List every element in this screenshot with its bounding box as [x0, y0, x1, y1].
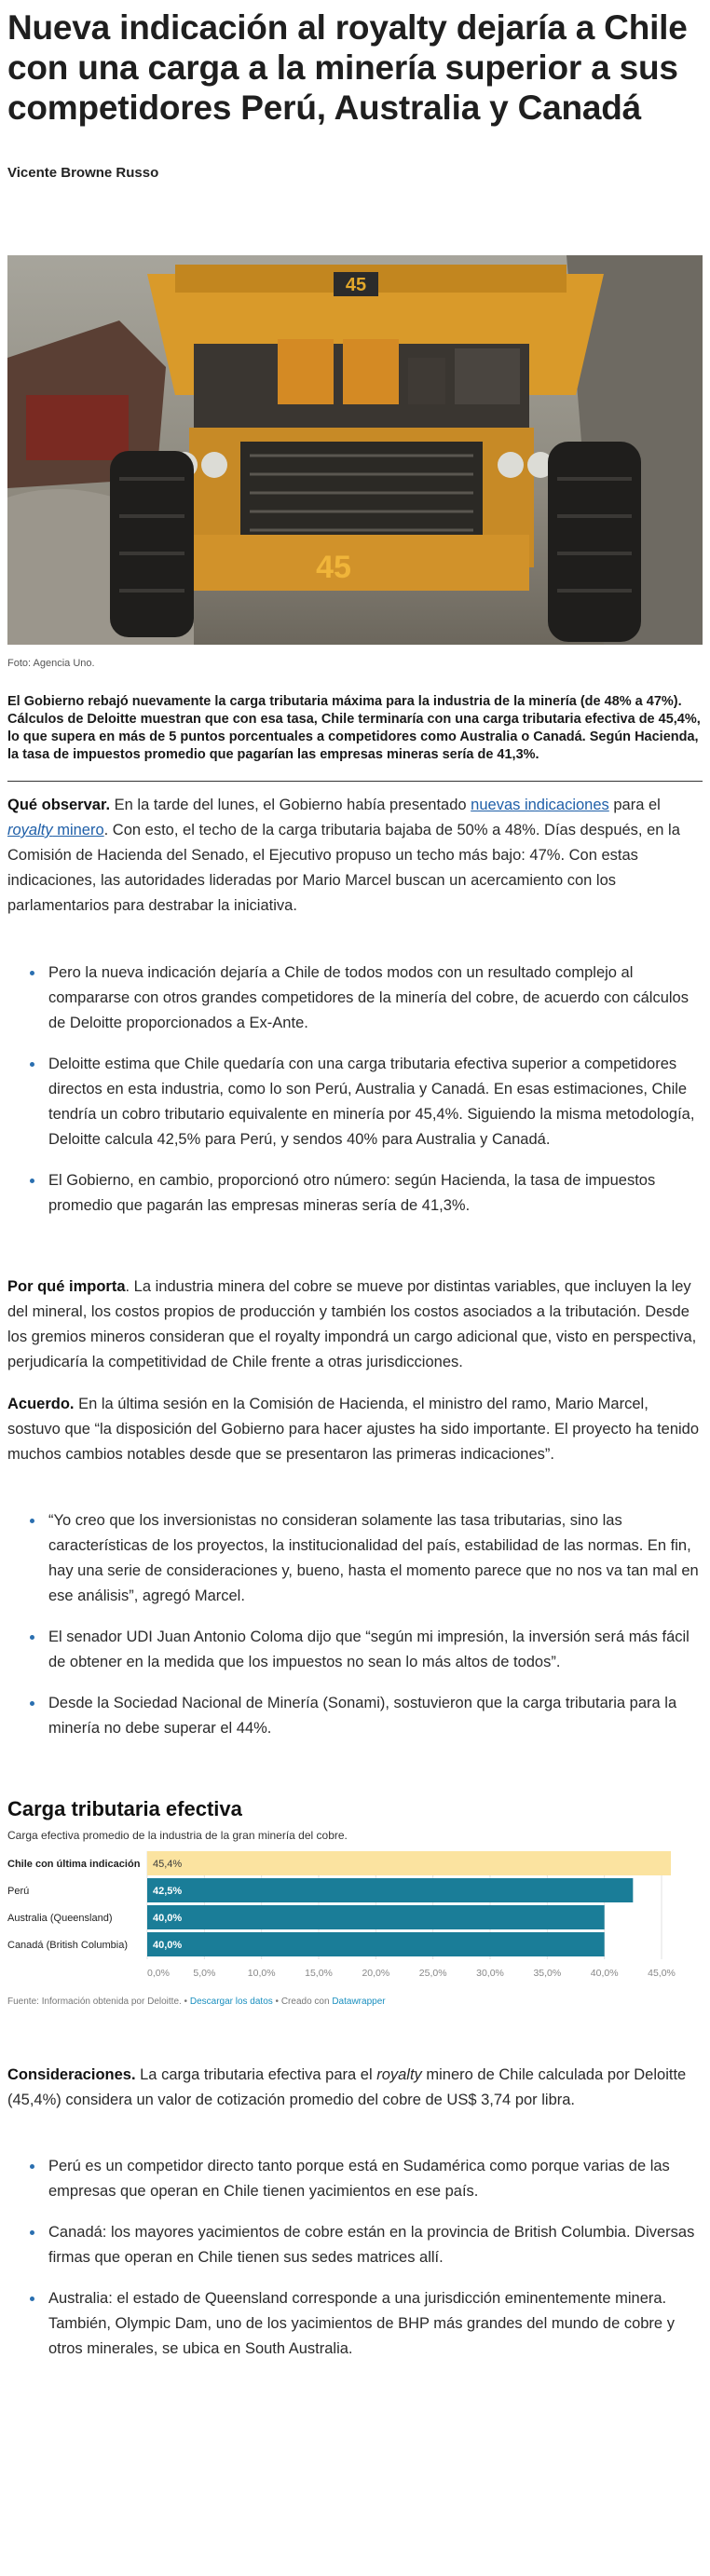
chart-source: Fuente: Información obtenida por Deloitte. •	[7, 1997, 190, 2007]
text-que-observar-2: para el	[608, 797, 661, 813]
bullet-list-2	[7, 1508, 703, 1741]
truck-number-front: 45	[316, 550, 351, 585]
bar	[147, 1932, 605, 1956]
link-nuevas-indicaciones[interactable]: nuevas indicaciones	[471, 797, 609, 813]
list-item: Pero la nueva indicación dejaría a Chile de todos modos con un resultado complejo al compararse con otros grandes competidores de la minería del cobre, de acuerdo con cálculos de Deloitte proporcionados a Ex-Ante.	[30, 961, 703, 1036]
value-label: 42,5%	[153, 1886, 183, 1897]
chart-container	[7, 1797, 703, 2007]
bar-chart	[7, 1849, 676, 1991]
text-consideraciones-2: minero de Chile calculada por Deloitte (45,4%) considera un valor de cotización promedio del cobre de US$ 3,74 por libra.	[7, 2066, 687, 2108]
list-item: “Yo creo que los inversionistas no consideran solamente las tasa tributarias, sino las características de los proyectos, la institucionalidad del país, estabilidad de las normas. En fin, hay una serie de consideraciones y, bueno, hasta el momento parece que no nos va tan mal en ese análisis”, agregó Marcel.	[30, 1508, 703, 1609]
bar	[147, 1851, 671, 1875]
paragraph-consideraciones	[7, 2063, 703, 2113]
x-tick-label: 10,0%	[247, 1968, 276, 1979]
x-tick-label: 20,0%	[362, 1968, 390, 1979]
datawrapper-link[interactable]: Datawrapper	[332, 1997, 386, 2007]
hero-photo	[7, 255, 703, 645]
text-consideraciones-1: La carga tributaria efectiva para el	[135, 2066, 377, 2083]
list-item: Deloitte estima que Chile quedaría con una carga tributaria efectiva superior a competidores directos en esta industria, como lo son Perú, Australia y Canadá. En esas estimaciones, Chile tendría un cobro tributario equivalente en minería por 45,4%. Siguiendo la misma metodología, Deloitte calcula 42,5% para Perú, y sendos 40% para Australia y Canadá.	[30, 1052, 703, 1152]
bullet-list-3	[7, 2154, 703, 2362]
label-consideraciones: Consideraciones.	[7, 2066, 136, 2083]
photo-caption: Foto: Agencia Uno.	[7, 658, 95, 669]
paragraph-que-observar	[7, 793, 703, 919]
list-item: Perú es un competidor directo tanto porque está en Sudamérica como porque varias de las empresas que operan en Chile tienen yacimientos en ese país.	[30, 2154, 703, 2204]
text-por-que-importa: . La industria minera del cobre se mueve por distintas variables, que incluyen la ley del mineral, los costos propios de producción y también los costos asociados a la tributación. Desde los gremios mineros consideran que el royalty impondrá un cargo adicional que, visto en perspectiva, perjudicaría la competitividad de Chile frente a otras jurisdicciones.	[7, 1278, 697, 1370]
x-tick-label: 0,0%	[147, 1968, 170, 1979]
chart-footer	[7, 1997, 703, 2007]
article-lead: El Gobierno rebajó nuevamente la carga tributaria máxima para la industria de la minería (de 48% a 47%). Cálculos de Deloitte muestran que con esa tasa, Chile terminaría con una carga tributaria efectiva de 45,4%, lo que supera en más de 5 puntos porcentuales a competidores como Australia o Canadá. Según Hacienda, la tasa de impuestos promedio que pagarían las empresas mineras sería de 41,3%.	[7, 693, 703, 782]
category-label: Chile con última indicación	[7, 1859, 141, 1870]
value-label: 45,4%	[153, 1859, 183, 1870]
chart-title: Carga tributaria efectiva	[7, 1797, 242, 1820]
value-label: 40,0%	[153, 1913, 183, 1924]
label-acuerdo: Acuerdo.	[7, 1396, 75, 1412]
list-item: El Gobierno, en cambio, proporcionó otro número: según Hacienda, la tasa de impuestos promedio que pagarán las empresas mineras sería de 41,3%.	[30, 1168, 703, 1219]
category-label: Perú	[7, 1886, 30, 1897]
download-data-link[interactable]: Descargar los datos	[189, 1997, 273, 2007]
paragraph-por-que-importa	[7, 1274, 703, 1375]
x-tick-label: 40,0%	[590, 1968, 619, 1979]
bullet-list-1	[7, 961, 703, 1219]
label-que-observar: Qué observar.	[7, 797, 111, 813]
category-label: Canadá (British Columbia)	[7, 1940, 128, 1951]
text-que-observar-3: . Con esto, el techo de la carga tributaria bajaba de 50% a 48%. Días después, en la Comisión de Hacienda del Senado, el Ejecutivo propuso un techo más bajo: 47%. Con estas indicaciones, las autoridades lideradas por Mario Marcel buscan un acercamiento con los parlamentarios para destrabar la iniciativa.	[7, 822, 680, 914]
text-consideraciones-italic: royalty	[376, 2066, 422, 2083]
x-tick-label: 45,0%	[648, 1968, 676, 1979]
link-royalty-italic: royalty	[7, 822, 53, 838]
value-label: 40,0%	[153, 1940, 183, 1951]
link-royalty-minero[interactable]	[7, 822, 104, 838]
category-label: Australia (Queensland)	[7, 1913, 113, 1924]
author-byline[interactable]: Vicente Browne Russo	[7, 165, 159, 181]
mining-truck-illustration	[7, 255, 703, 645]
link-royalty-rest: minero	[52, 822, 104, 838]
list-item: Canadá: los mayores yacimientos de cobre están en la provincia de British Columbia. Diversas firmas que operan en Chile tienen sus sedes matrices allí.	[30, 2220, 703, 2270]
list-item: Australia: el estado de Queensland corresponde a una jurisdicción eminentemente minera. También, Olympic Dam, uno de los yacimientos de BHP más grandes del mundo de cobre y otros minerales, se ubica en South Australia.	[30, 2286, 703, 2362]
truck-number-top: 45	[345, 275, 367, 295]
label-por-que-importa: Por qué importa	[7, 1278, 126, 1295]
list-item: El senador UDI Juan Antonio Coloma dijo que “según mi impresión, la inversión será más fácil de obtener en la medida que los impuestos no sean lo más altos de todos”.	[30, 1625, 703, 1675]
bar	[147, 1878, 633, 1902]
article-title: Nueva indicación al royalty dejaría a Chile con una carga a la minería superior a sus competidores Perú, Australia y Canadá	[7, 8, 688, 127]
text-que-observar-1: En la tarde del lunes, el Gobierno había presentado	[110, 797, 471, 813]
x-tick-label: 25,0%	[418, 1968, 447, 1979]
x-tick-label: 35,0%	[533, 1968, 562, 1979]
x-tick-label: 5,0%	[193, 1968, 216, 1979]
chart-subtitle: Carga efectiva promedio de la industria de la gran minería del cobre.	[7, 1829, 348, 1842]
chart-made-with: • Creado con	[272, 1997, 333, 2007]
text-acuerdo: En la última sesión en la Comisión de Hacienda, el ministro del ramo, Mario Marcel, sostuvo que “la disposición del Gobierno para hacer ajustes ha sido importante. El proyecto ha tenido muchos cambios notables desde que se presentaron las primeras indicaciones”.	[7, 1396, 700, 1463]
paragraph-acuerdo	[7, 1392, 703, 1467]
bar	[147, 1905, 605, 1929]
x-tick-label: 15,0%	[305, 1968, 333, 1979]
x-tick-label: 30,0%	[476, 1968, 504, 1979]
list-item: Desde la Sociedad Nacional de Minería (Sonami), sostuvieron que la carga tributaria para la minería no debe superar el 44%.	[30, 1691, 703, 1741]
